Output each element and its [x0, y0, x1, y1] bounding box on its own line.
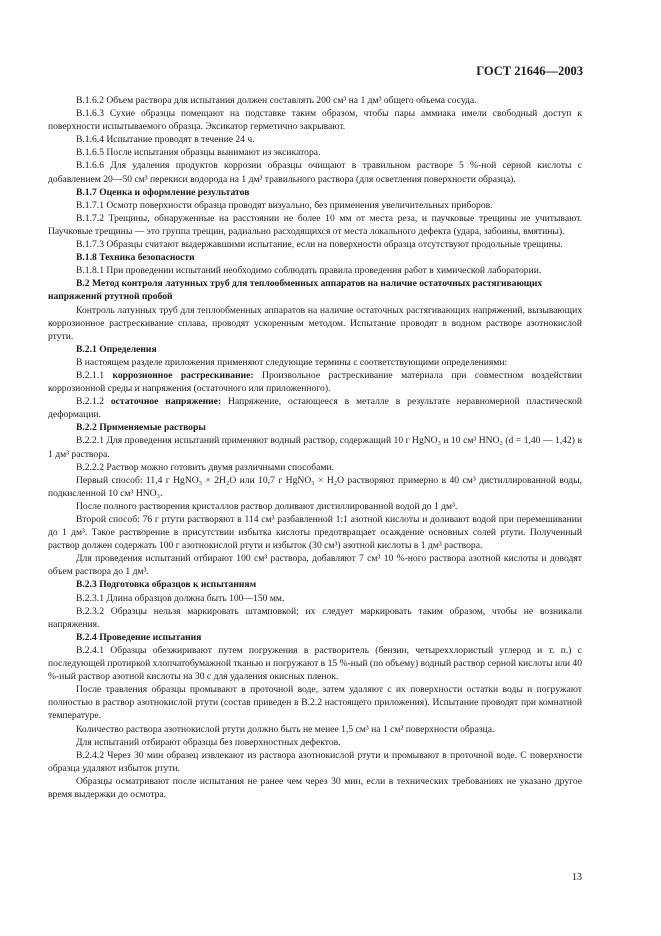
paragraph: После травления образцы промывают в проточной воде, затем удаляют с их поверхности остатки воды и погружают полностью в раствор азотнокислой ртути (состав приведен в В.2.2 настоящего приложения). Испытание проводят при комнатной температуре.	[48, 684, 582, 722]
paragraph: В.2.2.2 Раствор можно готовить двумя различными способами.	[76, 461, 334, 473]
section-heading: В.1.7 Оценка и оформление результатов	[76, 186, 250, 198]
paragraph: В.1.6.5 После испытания образцы вынимают из эксикатора.	[76, 147, 321, 159]
term-name: коррозионное растрескивание:	[112, 369, 254, 381]
term-text: Произвольное растрескивание материала при совместном воздействии коррозионной среды и напряжения (остаточного или приложенного).	[48, 369, 582, 395]
paragraph: Второй способ: 76 г ртути растворяют в 114 см³ разбавленной 1:1 азотной кислоты и доливают водой при перемешивании до 1 дм³. Такое растворение в присутствии избытка кислоты предотвращает осаждение основных солей ртути. Полученный раствор должен содержать 100 г азотнокислой ртути и избыток (30 см³) азотной кислоты в 1 дм³ раствора.	[48, 514, 582, 552]
paragraph: В.2.2.1 Для проведения испытаний применяют водный раствор, содержащий 10 г HgNO₃ и 10 см³ HNO₃ (d = 1,40 — 1,42) в 1 дм³ раствора.	[48, 435, 582, 460]
paragraph: В.1.7.3 Образцы считают выдержавшими испытание, если на поверхности образца отсутствуют продольные трещины.	[76, 239, 563, 251]
section-heading: В.2 Метод контроля латунных труб для теплообменных аппаратов на наличие остаточных растягивающих напряжений ртутной пробой	[48, 278, 543, 303]
paragraph: Контроль латунных труб для теплообменных аппаратов на наличие остаточных растягивающих напряжений, вызывающих коррозионное растрескивание сплава, проводят ускоренным методом. Испытание проводят в водном растворе азотнокислой ртути.	[48, 304, 582, 342]
paragraph: Для проведения испытаний отбирают 100 см³ раствора, добавляют 7 см³ 10 %-ного раствора азотной кислоты и доводят объем раствора до 1 дм³.	[48, 553, 582, 578]
paragraph: Первый способ: 11,4 г HgNO₃ × 2H₂O или 10,7 г HgNO₃ × H₂O растворяют примерно в 40 см³ дистиллированной воды, подкисленной 10 см³ HNO₃.	[48, 474, 582, 499]
term-definition	[48, 395, 582, 421]
term-name: остаточное напряжение:	[110, 396, 222, 408]
paragraph: В настоящем разделе приложения применяют следующие термины с соответствующими определениями:	[76, 356, 508, 368]
paragraph: В.2.4.2 Через 30 мин образец извлекают из раствора азотнокислой ртути и промывают в проточной воде. С поверхности образца удаляют избыток ртути.	[48, 749, 582, 774]
term-definition	[48, 369, 582, 395]
paragraph: В.1.8.1 При проведении испытаний необходимо соблюдать правила проведения работ в химической лаборатории.	[76, 265, 542, 277]
paragraph: В.2.3.1 Длина образцов должна быть 100—150 мм.	[76, 592, 285, 604]
paragraph: В.1.6.4 Испытание проводят в течение 24 ч.	[76, 134, 255, 146]
document-body	[48, 94, 582, 801]
section-heading: В.2.2 Применяемые растворы	[76, 422, 206, 434]
term-number: В.2.1.1	[76, 369, 113, 381]
section-heading: В.2.3 Подготовка образцов к испытаниям	[76, 579, 257, 591]
paragraph: После полного растворения кристаллов раствор доливают дистиллированной водой до 1 дм³.	[76, 500, 458, 512]
paragraph: В.1.6.2 Объем раствора для испытания должен составлять 200 см³ на 1 дм³ общего объема сосуда.	[76, 95, 477, 106]
term-number: В.2.1.2	[76, 396, 111, 408]
paragraph: Количество раствора азотнокислой ртути должно быть не менее 1,5 см³ на 1 см² поверхности образца.	[76, 723, 495, 735]
term-text: Напряжение, остающееся в металле в результате неравномерной пластической деформации.	[48, 396, 582, 421]
paragraph: В.2.4.1 Образцы обезжиривают путем погружения в растворитель (бензин, четыреххлористый углерод и т. п.) с последующей протиркой хлопчатобумажной тканью и погружают в 15 %-ный (по объему) водный раствор серной кислоты или 40 %-ный раствор азотной кислоты на 30 с для удаления окисных пленок.	[48, 644, 582, 683]
page-number: 13	[572, 872, 582, 883]
paragraph: Для испытаний отбирают образцы без поверхностных дефектов.	[76, 736, 341, 748]
section-heading: В.1.8 Техника безопасности	[76, 252, 195, 264]
paragraph: В.2.3.2 Образцы нельзя маркировать штамповкой; их следует маркировать таким образом, чтобы не возникали напряжения.	[48, 605, 582, 630]
paragraph: Образцы осматривают после испытания не ранее чем через 30 мин, если в технических требованиях не указано другое время выдержки до осмотра.	[48, 775, 582, 800]
paragraph: В.1.7.2 Трещины, обнаруженные на расстоянии не более 10 мм от места реза, и паучковые трещины не учитывают. Паучковые трещины — это группа трещин, радиально расходящихся от места локального дефекта (удара, забоины, вмятины).	[48, 212, 582, 237]
paragraph: В.1.6.3 Сухие образцы помещают на подставке таким образом, чтобы пары аммиака имели свободный доступ к поверхности испытываемого образца. Эксикатор герметично закрывают.	[48, 108, 582, 133]
paragraph: В.1.6.6 Для удаления продуктов коррозии образцы очищают в травильном растворе 5 %-ной серной кислоты с добавлением 20—50 см³ перекиси водорода на 1 дм³ травильного раствора (для осветления поверхности образца).	[48, 160, 582, 185]
paragraph: В.1.7.1 Осмотр поверхности образца проводят визуально, без применения увеличительных приборов.	[76, 199, 493, 211]
section-heading: В.2.1 Определения	[76, 343, 157, 355]
document-code: ГОСТ 21646—2003	[476, 64, 583, 78]
section-heading: В.2.4 Проведение испытания	[76, 631, 202, 643]
